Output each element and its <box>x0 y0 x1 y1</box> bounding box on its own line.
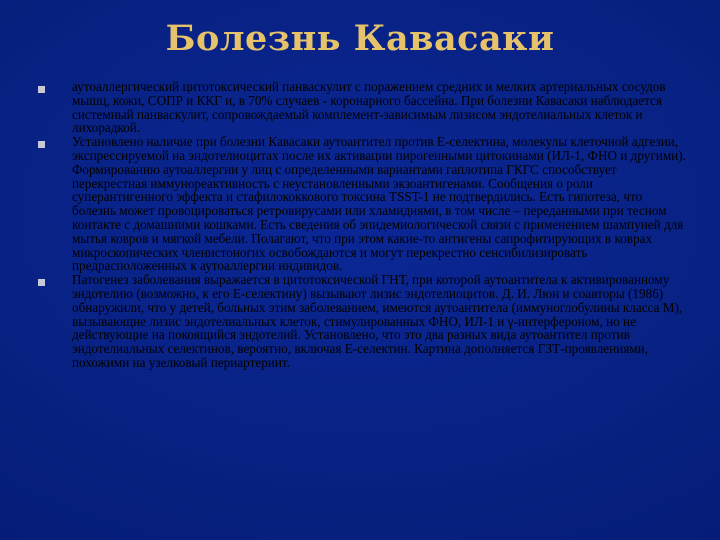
square-bullet-icon <box>38 86 45 93</box>
bullet-text: Установлено наличие при болезни Кавасаки аутоантител против Е-селектина, молекулы клеточной адгезии, экспрессируемой на эндотелиоцитах после их активации пирогенными цитокинами (ИЛ-1, ФНО и другими). Формированию аутоаллергии у лиц с определенными вариантами гаплотипа ГКГС способствует перекрестная иммунореактивность с неустановленными экзоантигенами. Сообщения о роли суперантигенного эффекта и стафилококкового токсина TSST-1 не подтвердились. Есть гипотеза, что болезнь может провоцироваться ретровирусами или хламидиями, в том числе – переданными при тесном контакте с домашними кошками. Есть сведения об эпидемиологической связи с применением шампуней для мытья ковров и мягкой мебели. Полагают, что при этом какие-то антигены сапрофитирующих в коврах микроскопических членистоногих освобождаются и могут перекрестно сенсибилизировать предрасположенных к аутоаллергии индивидов. <box>72 134 686 274</box>
square-bullet-icon <box>38 279 45 286</box>
bullet-item-etiology <box>36 135 686 273</box>
square-bullet-icon <box>38 141 45 148</box>
bullet-list <box>36 80 686 370</box>
bullet-item-pathogenesis <box>36 273 686 370</box>
bullet-text: Патогенез заболевания выражается в цитотоксической ГНТ, при которой аутоантитела к активированному эндотелию (возможно, к его Е-селектину) вызывают лизис эндотелиоцитов. Д. И. Люн и соавторы (1986) обнаружили, что у детей, больных этим заболеванием, имеются аутоантитела (иммуноглобулины класса М), вызывающие лизис эндотелиальных клеток, стимулированных ФНО, ИЛ-1 и γ-интерфероном, но не действующие на покоящийся эндотелий. Установлено, что это два разных вида аутоантител против эндотелиальных селектинов, вероятно, включая Е-селектин. Картина дополняется ГЗТ-проявлениями, похожими на узелковый периартериит. <box>72 272 683 370</box>
slide-title: Болезнь Кавасаки <box>165 18 555 59</box>
bullet-text: аутоаллергический цитотоксический панваскулит с поражением средних и мелких артериальных сосудов мышц, кожи, СОПР и ККГ и, в 70% случаев - коронарного бассейна. При болезни Кавасаки наблюдается системный панваскулит, сопровождаемый комплемент-зависимым лизисом эндотелиальных клеток и лихорадкой. <box>72 79 666 136</box>
bullet-item-definition <box>36 80 686 135</box>
